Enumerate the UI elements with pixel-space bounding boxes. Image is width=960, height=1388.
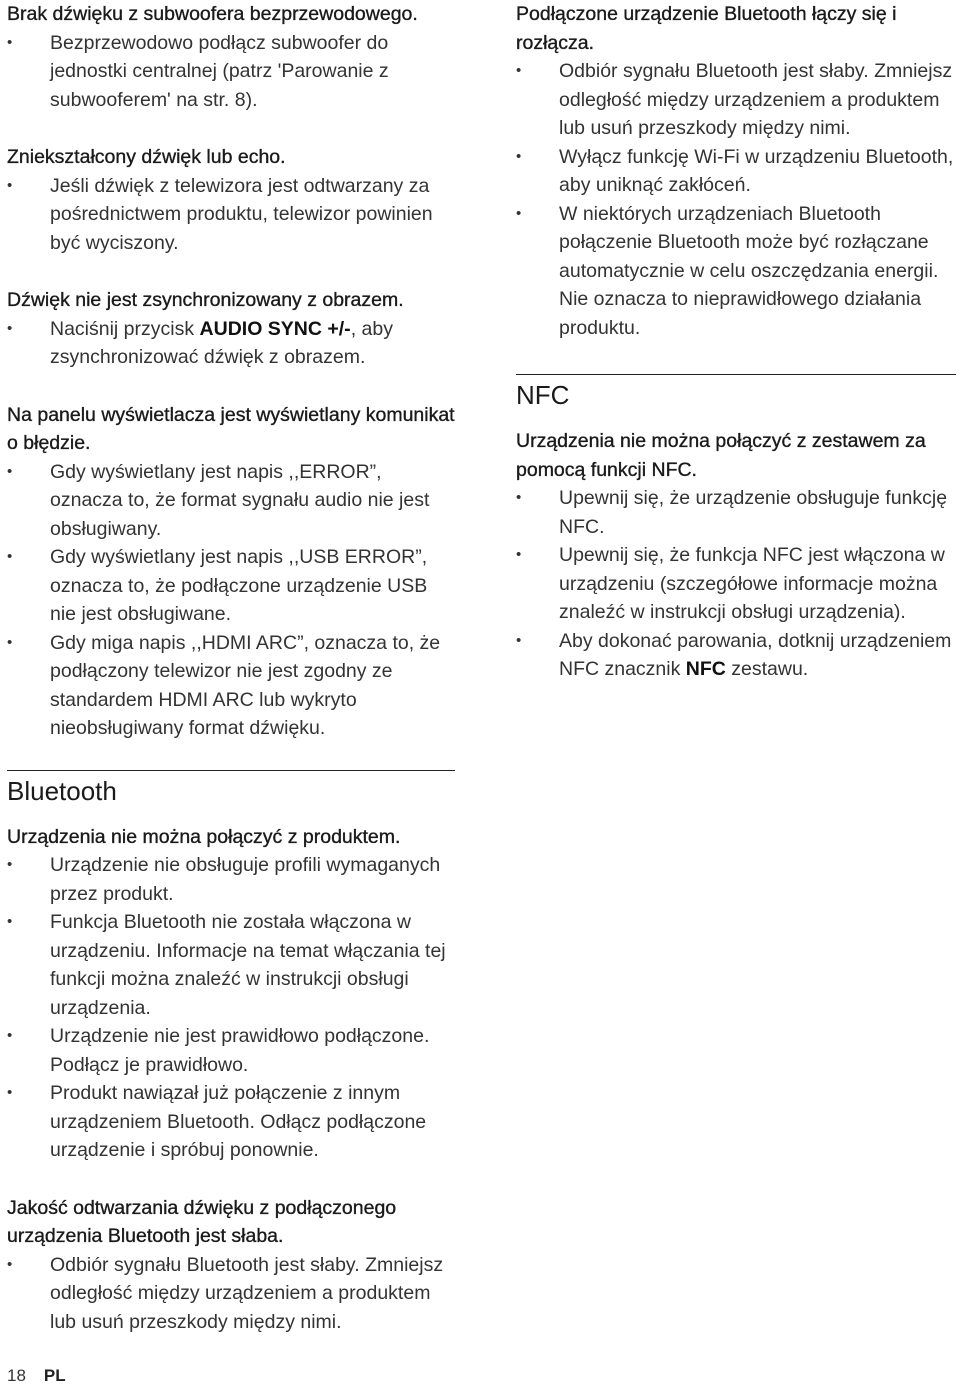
solution-item: • Upewnij się, że urządzenie obsługuje funkcję NFC.	[516, 484, 956, 541]
issue-heading: Zniekształcony dźwięk lub echo.	[7, 146, 286, 168]
issue-bt-poor-quality	[7, 1194, 455, 1337]
solution-item: • Upewnij się, że funkcja NFC jest włączona w urządzeniu (szczegółowe informacje można znaleźć w instrukcji obsługi urządzenia).	[516, 541, 956, 627]
issue-nfc-cannot-connect	[516, 427, 956, 684]
solution-list	[516, 484, 956, 684]
solution-item: • Wyłącz funkcję Wi-Fi w urządzeniu Bluetooth, aby uniknąć zakłóceń.	[516, 143, 956, 200]
text-run: Naciśnij przycisk	[50, 317, 200, 340]
issue-no-subwoofer-sound	[7, 0, 455, 114]
issue-heading: Urządzenia nie można połączyć z zestawem za pomocą funkcji NFC.	[516, 430, 926, 481]
solution-item: • Jeśli dźwięk z telewizora jest odtwarzany za pośrednictwem produktu, telewizor powinien być wyciszony.	[7, 172, 455, 258]
solution-item: • Urządzenie nie jest prawidłowo podłączone. Podłącz je prawidłowo.	[7, 1022, 455, 1079]
solution-item	[7, 315, 455, 372]
section-title-nfc: NFC	[516, 380, 570, 410]
solution-item	[516, 627, 956, 684]
nfc-tag-label: NFC	[685, 658, 726, 680]
solution-list	[7, 458, 455, 743]
section-divider	[7, 770, 455, 771]
left-column	[7, 0, 455, 1336]
issue-bt-connect-disconnect	[516, 0, 956, 342]
issue-heading: Urządzenia nie można połączyć z produktem.	[7, 825, 401, 848]
solution-list	[7, 29, 455, 115]
solution-item: • Odbiór sygnału Bluetooth jest słaby. Zmniejsz odległość między urządzeniem a produktem lub usuń przeszkody między nimi.	[7, 1251, 455, 1337]
solution-list	[7, 315, 455, 372]
issue-heading: Na panelu wyświetlacza jest wyświetlany komunikat o błędzie.	[7, 403, 455, 454]
audio-sync-key-label: AUDIO SYNC +/-	[199, 317, 351, 340]
issue-heading: Brak dźwięku z subwoofera bezprzewodowego.	[7, 3, 418, 25]
section-divider	[516, 374, 956, 375]
solution-item: • W niektórych urządzeniach Bluetooth połączenie Bluetooth może być rozłączane automatycznie w celu oszczędzania energii. Nie oznacza to nieprawidłowego działania produktu.	[516, 200, 956, 343]
solution-item: • Produkt nawiązał już połączenie z innym urządzeniem Bluetooth. Odłącz podłączone urządzenie i spróbuj ponownie.	[7, 1079, 455, 1165]
solution-item: • Gdy miga napis ,,HDMI ARC”, oznacza to, że podłączony telewizor nie jest zgodny ze standardem HDMI ARC lub wykryto nieobsługiwany format dźwięku.	[7, 629, 455, 743]
text-run: Aby dokonać parowania, dotknij urządzeniem NFC znacznik	[559, 629, 952, 680]
issue-bt-cannot-connect	[7, 823, 455, 1165]
issue-audio-sync	[7, 286, 455, 372]
text-run: zestawu.	[725, 658, 809, 680]
issue-heading: Jakość odtwarzania dźwięku z podłączonego urządzenia Bluetooth jest słaba.	[7, 1196, 397, 1247]
page-footer	[7, 1365, 66, 1387]
solution-list	[7, 172, 455, 258]
solution-item: • Urządzenie nie obsługuje profili wymaganych przez produkt.	[7, 851, 455, 908]
solution-list	[516, 57, 956, 342]
solution-item: • Gdy wyświetlany jest napis ,,USB ERROR”, oznacza to, że podłączone urządzenie USB nie jest obsługiwane.	[7, 543, 455, 629]
page-number: 18	[7, 1366, 26, 1385]
issue-distorted-sound	[7, 143, 455, 257]
language-code: PL	[43, 1366, 66, 1385]
solution-item: • Bezprzewodowo podłącz subwoofer do jednostki centralnej (patrz 'Parowanie z subwooferem' na str. 8).	[7, 29, 455, 115]
solution-item: • Gdy wyświetlany jest napis ,,ERROR”, oznacza to, że format sygnału audio nie jest obsługiwany.	[7, 458, 455, 544]
issue-heading: Podłączone urządzenie Bluetooth łączy się i rozłącza.	[516, 3, 897, 54]
right-column	[516, 0, 956, 684]
solution-list	[7, 1251, 455, 1337]
issue-heading: Dźwięk nie jest zsynchronizowany z obrazem.	[7, 289, 404, 311]
solution-list	[7, 851, 455, 1165]
solution-item: • Funkcja Bluetooth nie została włączona w urządzeniu. Informacje na temat włączania tej funkcji można znaleźć w instrukcji obsługi urządzenia.	[7, 908, 455, 1022]
text-run: , aby zsynchronizować dźwięk z obrazem.	[50, 317, 393, 368]
issue-error-message	[7, 401, 455, 743]
section-title-bluetooth: Bluetooth	[7, 775, 117, 806]
solution-item: • Odbiór sygnału Bluetooth jest słaby. Zmniejsz odległość między urządzeniem a produktem lub usuń przeszkody między nimi.	[516, 57, 956, 143]
